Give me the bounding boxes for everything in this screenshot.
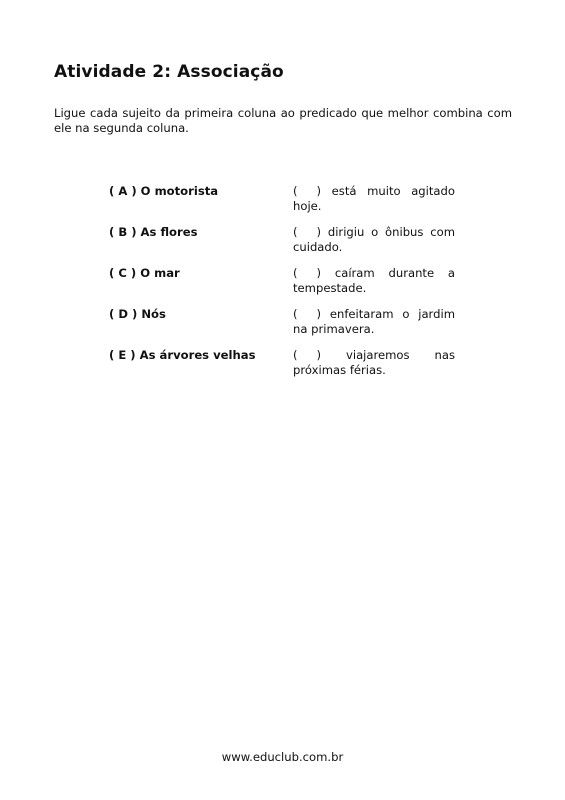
association-row [109,348,459,378]
predicate-1 [293,184,455,214]
answer-blank: ( [293,348,298,362]
instructions-text: Ligue cada sujeito da primeira coluna ao predicado que melhor combina com ele na segunda coluna. [54,106,512,135]
predicate-2 [293,225,455,255]
answer-blank: ( [293,266,298,280]
predicate-4 [293,307,455,337]
association-row [109,184,459,214]
predicate-3 [293,266,455,296]
association-row [109,266,459,296]
answer-blank: ( [293,307,298,321]
page-title: Atividade 2: Associação [54,62,284,82]
predicate-text: ) está muito agitado hoje. [293,184,455,213]
footer-website: www.educlub.com.br [221,750,344,764]
subject-e: ( E ) As árvores velhas [109,348,256,362]
predicate-text: ) viajaremos nas próximas férias. [293,348,455,377]
subject-d: ( D ) Nós [109,307,166,321]
subject-c: ( C ) O mar [109,266,180,280]
association-row [109,225,459,255]
association-table [109,184,459,389]
subject-a: ( A ) O motorista [109,184,219,198]
association-row [109,307,459,337]
answer-blank: ( [293,225,298,239]
subject-b: ( B ) As flores [109,225,198,239]
predicate-5 [293,348,455,378]
predicate-text: ) dirigiu o ônibus com cuidado. [293,225,455,254]
predicate-text: ) enfeitaram o jardim na primavera. [293,307,455,336]
predicate-text: ) caíram durante a tempestade. [293,266,455,295]
answer-blank: ( [293,184,298,198]
